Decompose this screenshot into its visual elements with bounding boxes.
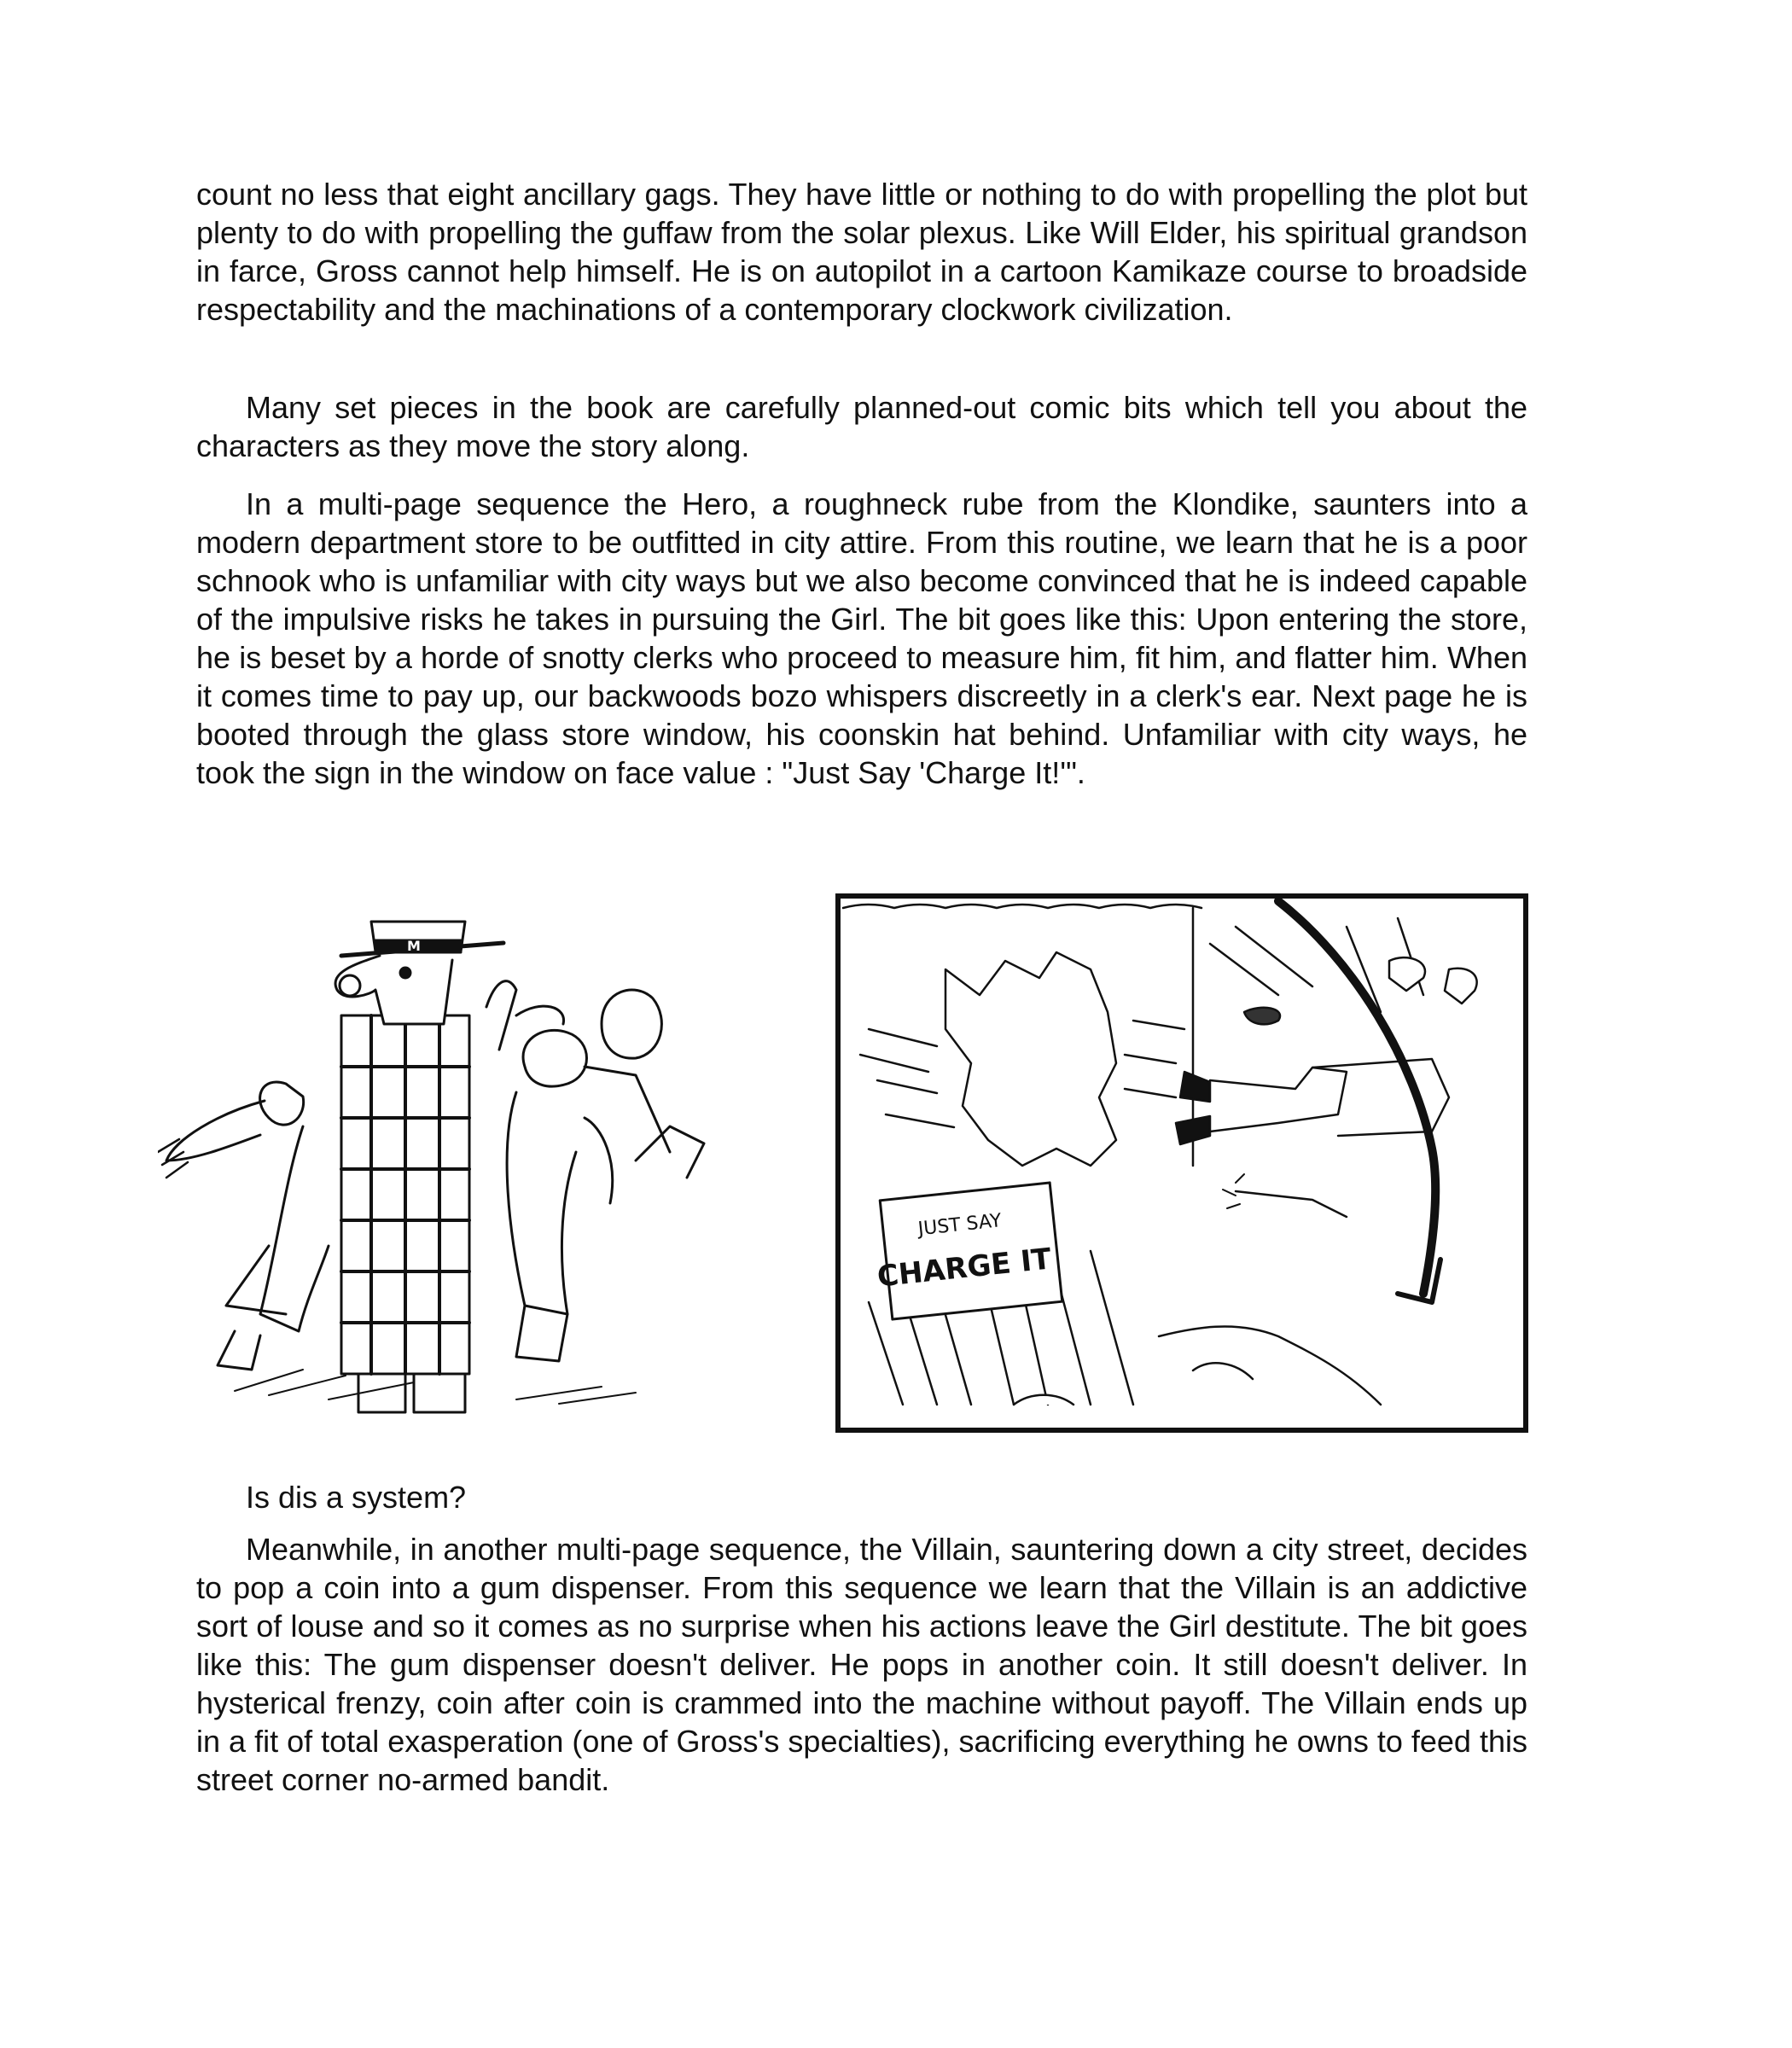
- illustration-hero-with-clerks: [158, 905, 772, 1417]
- hat-letter: M: [407, 938, 421, 954]
- paragraph-4: Meanwhile, in another multi-page sequence, the Villain, sauntering down a city street, decides to pop a coin into a gum dispenser. From this sequence we learn that the Villain is an addictive sort of louse and so it comes as no surprise when his actions leave the Girl destitute. The bit goes like this: The gum dispenser doesn't deliver. He pops in another coin. It still doesn't deliver. In hysterical frenzy, coin after coin is crammed into the machine without payoff. The Villain ends up in a fit of total exasperation (one of Gross's specialties), sacrificing everything he owns to feed this street corner no-armed bandit.: [196, 1532, 1527, 1797]
- paragraph-2: Many set pieces in the book are carefully planned-out comic bits which tell you about the characters as they move the story along.: [196, 390, 1527, 463]
- paragraph-3: In a multi-page sequence the Hero, a roughneck rube from the Klondike, saunters into a modern department store to be outfitted in city attire. From this routine, we learn that he is a poor schnook who is unfamiliar with city ways but we also become convinced that he is indeed capable of the impulsive risks he takes in pursuing the Girl. The bit goes like this: Upon entering the store, he is beset by a horde of snotty clerks who proceed to measure him, fit him, and flatter him. When it comes time to pay up, our backwoods bozo whispers discreetly in a clerk's ear. Next page he is booted through the glass store window, his coonskin hat behind. Unfamiliar with city ways, he took the sign in the window on face value : "Just Say 'Charge It!'".: [196, 486, 1527, 790]
- illustration-caption: Is dis a system?: [246, 1480, 467, 1515]
- illustration-store-window: [835, 893, 1529, 1434]
- sign-line-2: CHARGE IT: [876, 1242, 1053, 1295]
- paragraph-1: count no less that eight ancillary gags. They have little or nothing to do with propelling the plot but plenty to do with propelling the guffaw from the solar plexus. Like Will Elder, his spiritual grandson in farce, Gross cannot help himself. He is on autopilot in a cartoon Kamikaze course to broadside respectability and the machinations of a contemporary clockwork civilization.: [196, 177, 1527, 327]
- sign-line-1: JUST SAY: [916, 1210, 1003, 1241]
